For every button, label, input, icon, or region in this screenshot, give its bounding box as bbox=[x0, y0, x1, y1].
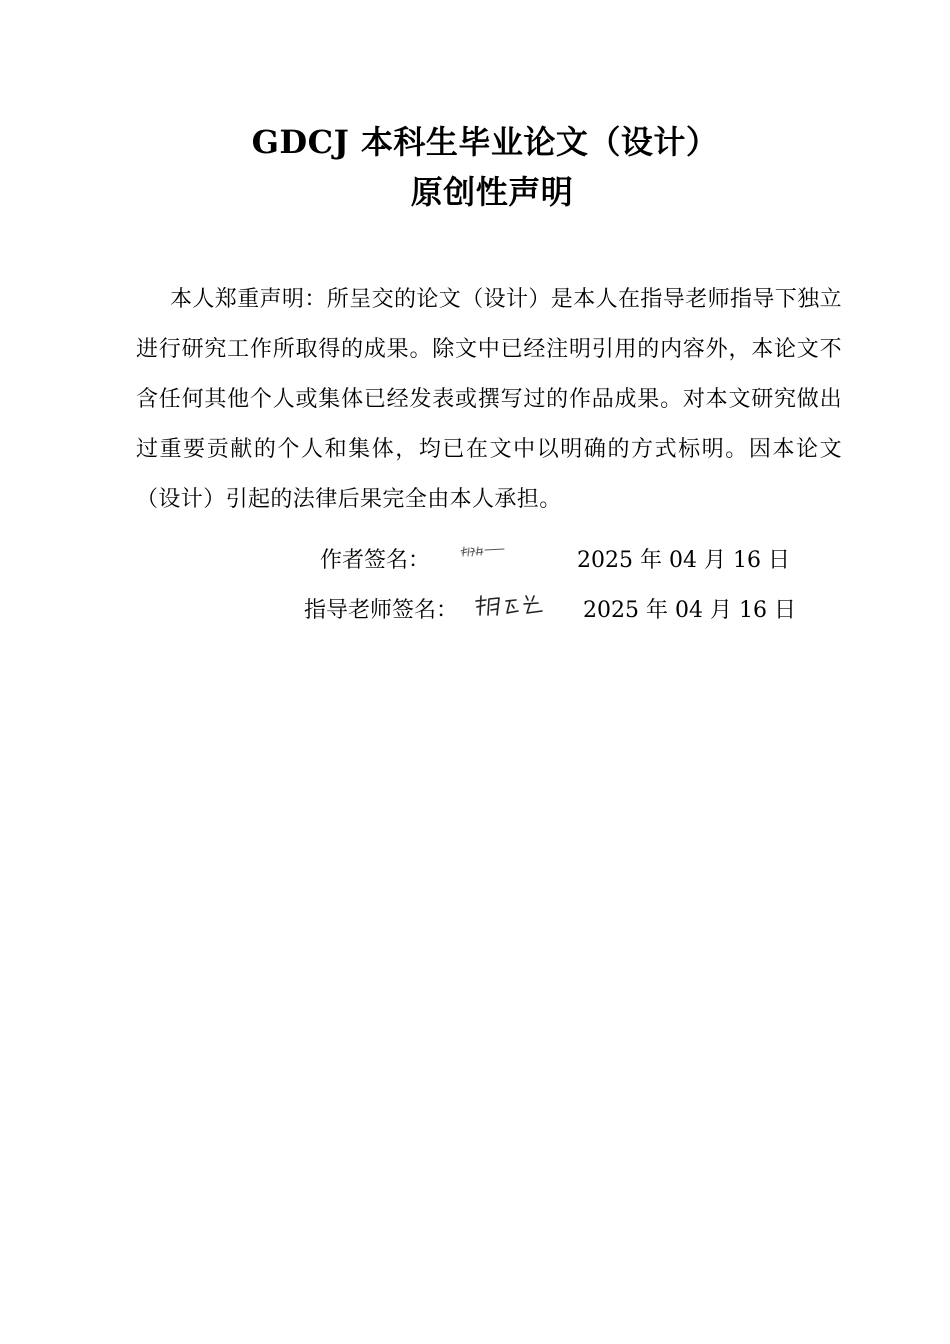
document-subtitle: 原创性声明 bbox=[410, 173, 574, 211]
advisor-handwritten-signature bbox=[472, 591, 562, 621]
author-signature-label: 作者签名： bbox=[320, 548, 431, 573]
advisor-signature-label: 指导老师签名： bbox=[304, 598, 459, 623]
author-handwritten-signature bbox=[458, 541, 508, 563]
document-title: GDCJ 本科生毕业论文（设计） bbox=[251, 123, 719, 161]
author-signature-date: 2025 年 04 月 16 日 bbox=[577, 548, 790, 573]
advisor-signature-date: 2025 年 04 月 16 日 bbox=[583, 598, 796, 623]
statement-paragraph: 本人郑重声明：所呈交的论文（设计）是本人在指导老师指导下独立进行研究工作所取得的成果。除文中已经注明引用的内容外，本论文不含任何其他个人或集体已经发表或撰写过的作品成果。对本文研究做出过重要贡献的个人和集体，均已在文中以明确的方式标明。因本论文（设计）引起的法律后果完全由本人承担。 bbox=[136, 287, 843, 512]
